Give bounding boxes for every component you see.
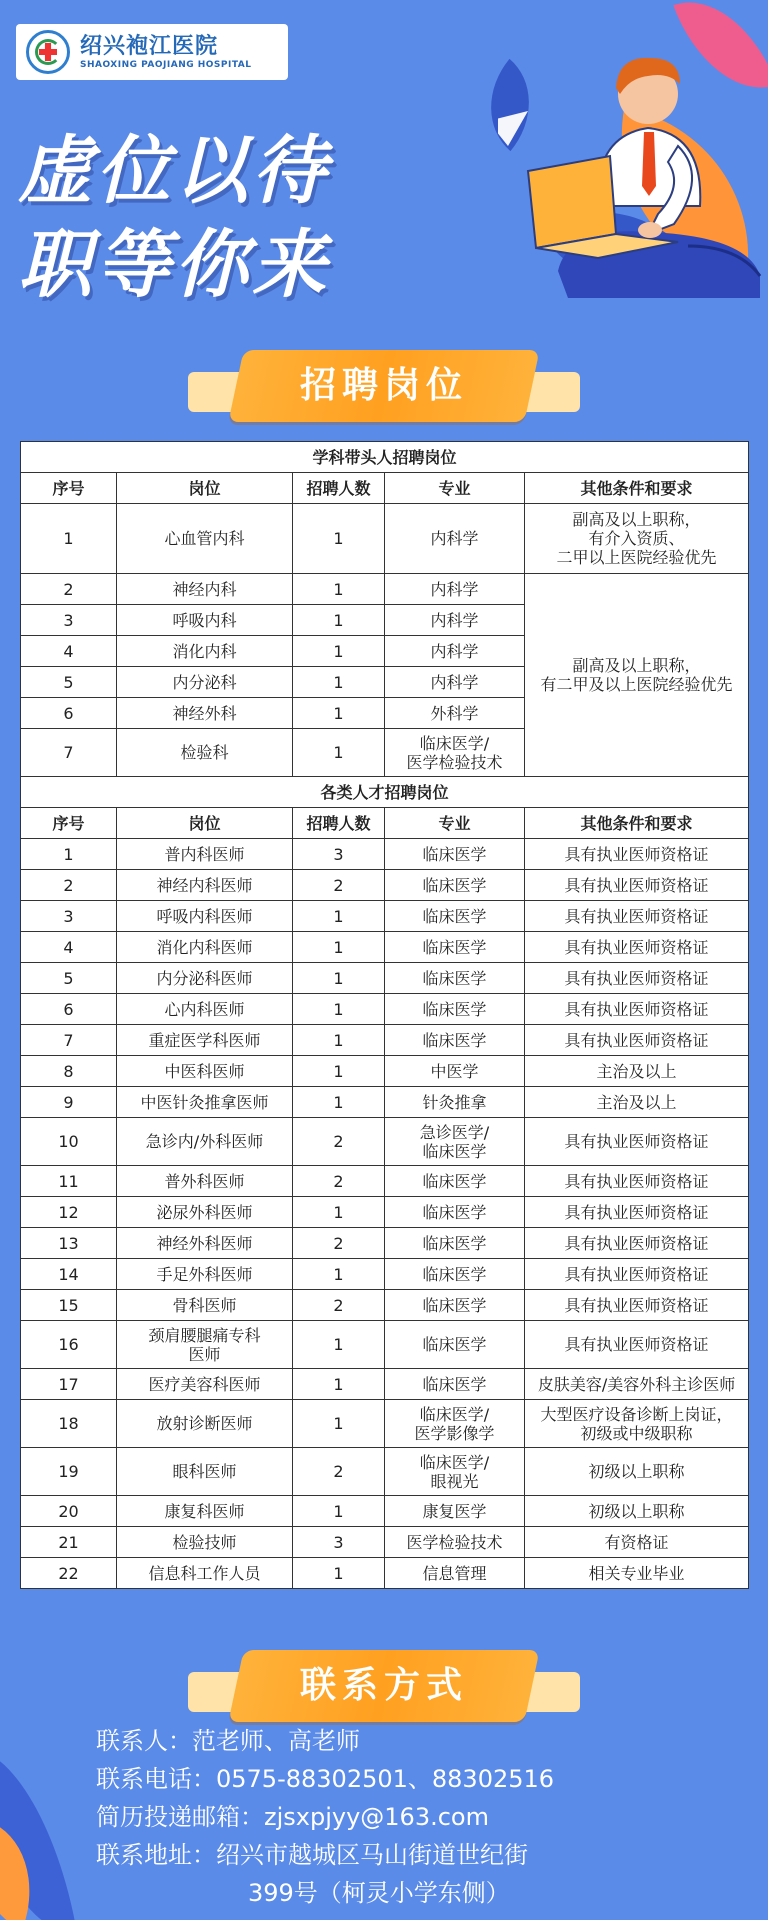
row-count: 2	[293, 1118, 385, 1166]
row-count: 1	[293, 1259, 385, 1290]
row-count: 1	[293, 574, 385, 605]
headline-line-1: 虚位以待	[18, 128, 330, 214]
table-row	[21, 932, 749, 963]
row-major: 临床医学	[385, 839, 525, 870]
businessman-laptop-illustration	[498, 36, 768, 336]
row-major: 临床医学	[385, 1166, 525, 1197]
row-no: 6	[21, 698, 117, 729]
row-count: 1	[293, 729, 385, 777]
row-requirements: 具有执业医师资格证	[525, 994, 749, 1025]
headline-line-2: 职等你来	[18, 222, 330, 308]
table-row	[21, 1087, 749, 1118]
row-post: 普内科医师	[117, 839, 293, 870]
row-requirements: 具有执业医师资格证	[525, 1228, 749, 1259]
row-requirements: 具有执业医师资格证	[525, 901, 749, 932]
row-no: 7	[21, 729, 117, 777]
table-row	[21, 1118, 749, 1166]
row-no: 17	[21, 1369, 117, 1400]
row-post: 中医科医师	[117, 1056, 293, 1087]
row-no: 15	[21, 1290, 117, 1321]
row-post: 手足外科医师	[117, 1259, 293, 1290]
row-major: 急诊医学/ 临床医学	[385, 1118, 525, 1166]
row-major: 临床医学	[385, 1259, 525, 1290]
row-post: 康复科医师	[117, 1496, 293, 1527]
row-major: 临床医学	[385, 1025, 525, 1056]
recruitment-table	[20, 441, 749, 1589]
row-count: 1	[293, 901, 385, 932]
col-header-count: 招聘人数	[293, 808, 385, 839]
table-row	[21, 1228, 749, 1259]
row-post: 泌尿外科医师	[117, 1197, 293, 1228]
row-requirements: 具有执业医师资格证	[525, 1118, 749, 1166]
row-no: 3	[21, 901, 117, 932]
row-no: 20	[21, 1496, 117, 1527]
row-no: 5	[21, 963, 117, 994]
row-major: 临床医学	[385, 1228, 525, 1259]
table-section-header	[21, 777, 749, 808]
row-no: 13	[21, 1228, 117, 1259]
row-count: 1	[293, 1025, 385, 1056]
row-post: 内分泌科医师	[117, 963, 293, 994]
row-major: 医学检验技术	[385, 1527, 525, 1558]
table-row	[21, 1025, 749, 1056]
hospital-name-cn: 绍兴袍江医院	[80, 34, 219, 59]
table-row	[21, 574, 749, 605]
row-count: 2	[293, 1448, 385, 1496]
col-header-requirements: 其他条件和要求	[525, 473, 749, 504]
row-post: 重症医学科医师	[117, 1025, 293, 1056]
table-row	[21, 1496, 749, 1527]
col-header-count: 招聘人数	[293, 473, 385, 504]
col-header-requirements: 其他条件和要求	[525, 808, 749, 839]
row-count: 1	[293, 605, 385, 636]
row-post: 心内科医师	[117, 994, 293, 1025]
row-major: 针灸推拿	[385, 1087, 525, 1118]
contact-section-title: 联系方式	[299, 1665, 468, 1706]
row-no: 19	[21, 1448, 117, 1496]
row-requirements: 具有执业医师资格证	[525, 1321, 749, 1369]
row-requirements: 主治及以上	[525, 1087, 749, 1118]
table-row	[21, 1290, 749, 1321]
row-requirements-merged: 副高及以上职称， 有二甲及以上医院经验优先	[525, 574, 749, 777]
row-post: 消化内科	[117, 636, 293, 667]
row-no: 4	[21, 932, 117, 963]
row-count: 1	[293, 1369, 385, 1400]
row-count: 1	[293, 1087, 385, 1118]
row-post: 检验科	[117, 729, 293, 777]
row-no: 16	[21, 1321, 117, 1369]
row-count: 1	[293, 1496, 385, 1527]
contact-email[interactable]: 简历投递邮箱：zjsxpjyy@163.com	[96, 1803, 489, 1831]
row-count: 1	[293, 994, 385, 1025]
row-no: 4	[21, 636, 117, 667]
row-no: 18	[21, 1400, 117, 1448]
row-post: 普外科医师	[117, 1166, 293, 1197]
row-requirements: 相关专业毕业	[525, 1558, 749, 1589]
row-post: 内分泌科	[117, 667, 293, 698]
contact-phone: 联系电话：0575-88302501、88302516	[96, 1765, 555, 1793]
row-post: 眼科医师	[117, 1448, 293, 1496]
table-header-row	[21, 473, 749, 504]
table-row	[21, 994, 749, 1025]
positions-section-title: 招聘岗位	[299, 365, 468, 406]
row-major: 临床医学	[385, 1321, 525, 1369]
row-count: 1	[293, 636, 385, 667]
row-post: 检验技师	[117, 1527, 293, 1558]
table-row	[21, 901, 749, 932]
table-row	[21, 1527, 749, 1558]
table-section-title: 学科带头人招聘岗位	[21, 442, 749, 473]
row-post: 神经内科医师	[117, 870, 293, 901]
col-header-post: 岗位	[117, 808, 293, 839]
col-header-major: 专业	[385, 808, 525, 839]
table-row	[21, 1166, 749, 1197]
positions-section-banner	[188, 350, 580, 422]
row-major: 临床医学/ 眼视光	[385, 1448, 525, 1496]
row-post: 消化内科医师	[117, 932, 293, 963]
row-post: 呼吸内科	[117, 605, 293, 636]
row-requirements: 主治及以上	[525, 1056, 749, 1087]
table-header-row	[21, 808, 749, 839]
row-major: 内科学	[385, 504, 525, 574]
row-post: 神经外科医师	[117, 1228, 293, 1259]
row-requirements: 副高及以上职称， 有介入资质、 二甲以上医院经验优先	[525, 504, 749, 574]
row-major: 临床医学	[385, 901, 525, 932]
row-major: 临床医学	[385, 932, 525, 963]
row-post: 神经外科	[117, 698, 293, 729]
row-no: 1	[21, 839, 117, 870]
row-major: 内科学	[385, 574, 525, 605]
contact-address: 联系地址：绍兴市越城区马山街道世纪街	[96, 1841, 528, 1869]
row-major: 临床医学	[385, 1290, 525, 1321]
row-count: 1	[293, 1321, 385, 1369]
row-count: 3	[293, 839, 385, 870]
row-no: 12	[21, 1197, 117, 1228]
row-requirements: 具有执业医师资格证	[525, 1290, 749, 1321]
row-count: 2	[293, 870, 385, 901]
row-post: 放射诊断医师	[117, 1400, 293, 1448]
row-no: 5	[21, 667, 117, 698]
row-no: 7	[21, 1025, 117, 1056]
table-row	[21, 1400, 749, 1448]
row-post: 信息科工作人员	[117, 1558, 293, 1589]
row-major: 临床医学	[385, 994, 525, 1025]
row-count: 1	[293, 1197, 385, 1228]
row-no: 21	[21, 1527, 117, 1558]
row-count: 3	[293, 1527, 385, 1558]
row-count: 1	[293, 1056, 385, 1087]
row-count: 1	[293, 698, 385, 729]
col-header-post: 岗位	[117, 473, 293, 504]
row-count: 2	[293, 1228, 385, 1259]
contact-info	[96, 1722, 554, 1912]
table-row	[21, 963, 749, 994]
row-count: 1	[293, 963, 385, 994]
table-row	[21, 504, 749, 574]
hospital-emblem-icon	[26, 30, 70, 74]
row-requirements: 具有执业医师资格证	[525, 1197, 749, 1228]
row-post: 骨科医师	[117, 1290, 293, 1321]
row-requirements: 具有执业医师资格证	[525, 932, 749, 963]
row-count: 1	[293, 1400, 385, 1448]
row-major: 外科学	[385, 698, 525, 729]
row-major: 临床医学	[385, 963, 525, 994]
row-no: 1	[21, 504, 117, 574]
row-major: 临床医学/ 医学检验技术	[385, 729, 525, 777]
row-major: 康复医学	[385, 1496, 525, 1527]
row-no: 14	[21, 1259, 117, 1290]
row-no: 8	[21, 1056, 117, 1087]
row-requirements: 有资格证	[525, 1527, 749, 1558]
row-major: 临床医学	[385, 870, 525, 901]
row-count: 1	[293, 667, 385, 698]
row-requirements: 具有执业医师资格证	[525, 1025, 749, 1056]
table-row	[21, 1259, 749, 1290]
row-major: 内科学	[385, 667, 525, 698]
contact-address-continued: 399号（柯灵小学东侧）	[248, 1879, 510, 1907]
row-post: 神经内科	[117, 574, 293, 605]
table-row	[21, 1197, 749, 1228]
row-post: 心血管内科	[117, 504, 293, 574]
col-header-major: 专业	[385, 473, 525, 504]
row-requirements: 具有执业医师资格证	[525, 1259, 749, 1290]
row-requirements: 大型医疗设备诊断上岗证， 初级或中级职称	[525, 1400, 749, 1448]
row-requirements: 初级以上职称	[525, 1496, 749, 1527]
row-requirements: 具有执业医师资格证	[525, 839, 749, 870]
row-major: 内科学	[385, 605, 525, 636]
table-row	[21, 1056, 749, 1087]
table-row	[21, 1369, 749, 1400]
hospital-name-en: SHAOXING PAOJIANG HOSPITAL	[80, 60, 252, 70]
row-no: 22	[21, 1558, 117, 1589]
row-major: 临床医学/ 医学影像学	[385, 1400, 525, 1448]
table-section-title: 各类人才招聘岗位	[21, 777, 749, 808]
row-count: 1	[293, 504, 385, 574]
table-row	[21, 1448, 749, 1496]
row-requirements: 具有执业医师资格证	[525, 963, 749, 994]
table-row	[21, 839, 749, 870]
row-major: 临床医学	[385, 1369, 525, 1400]
row-no: 10	[21, 1118, 117, 1166]
row-major: 临床医学	[385, 1197, 525, 1228]
col-header-no: 序号	[21, 808, 117, 839]
row-post: 急诊内/外科医师	[117, 1118, 293, 1166]
row-major: 信息管理	[385, 1558, 525, 1589]
table-row	[21, 1558, 749, 1589]
table-section-header	[21, 442, 749, 473]
row-count: 1	[293, 932, 385, 963]
row-no: 2	[21, 870, 117, 901]
table-row	[21, 870, 749, 901]
row-post: 呼吸内科医师	[117, 901, 293, 932]
row-no: 6	[21, 994, 117, 1025]
row-count: 2	[293, 1166, 385, 1197]
contact-section-banner	[188, 1650, 580, 1722]
row-major: 中医学	[385, 1056, 525, 1087]
table-row	[21, 1321, 749, 1369]
row-post: 颈肩腰腿痛专科 医师	[117, 1321, 293, 1369]
row-no: 3	[21, 605, 117, 636]
row-no: 2	[21, 574, 117, 605]
row-post: 中医针灸推拿医师	[117, 1087, 293, 1118]
hospital-logo	[16, 24, 288, 80]
col-header-no: 序号	[21, 473, 117, 504]
row-no: 9	[21, 1087, 117, 1118]
row-requirements: 具有执业医师资格证	[525, 1166, 749, 1197]
row-major: 内科学	[385, 636, 525, 667]
contact-person: 联系人：范老师、高老师	[96, 1727, 360, 1755]
row-count: 2	[293, 1290, 385, 1321]
row-count: 1	[293, 1558, 385, 1589]
row-no: 11	[21, 1166, 117, 1197]
row-requirements: 皮肤美容/美容外科主诊医师	[525, 1369, 749, 1400]
row-requirements: 初级以上职称	[525, 1448, 749, 1496]
row-post: 医疗美容科医师	[117, 1369, 293, 1400]
row-requirements: 具有执业医师资格证	[525, 870, 749, 901]
